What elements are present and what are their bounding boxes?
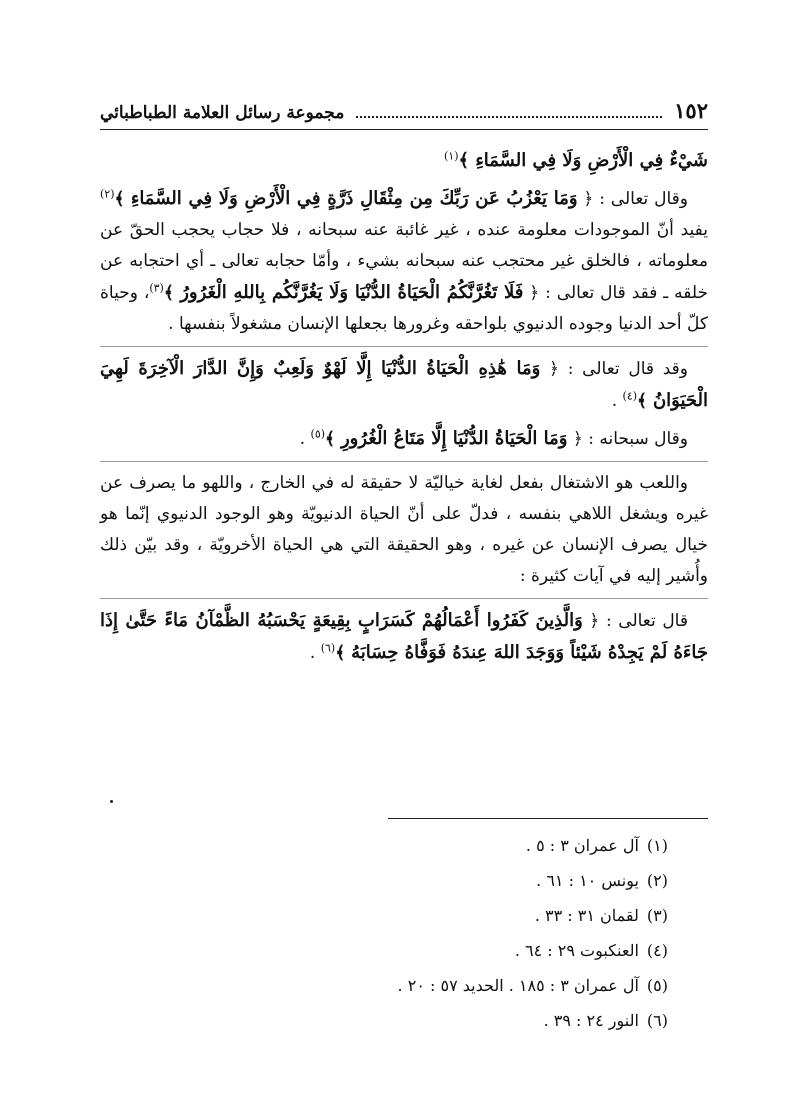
paragraph-text: يفيد أنّ الموجودات معلومة عنده ، غير غائبة عنه سبحانه ، فلا حجاب يحجب الحقّ عن معلوماته ، فالخلق غير محتجب عنه سبحانه بشيء ، وأمّا حجابه تعالى ـ أي احتجابه عن خلقه ـ فقد قال تعالى : ﴿ (100, 220, 708, 303)
paragraph: وقال سبحانه : ﴿ وَمَا الْحَيَاةُ الدُّنْيَا إِلَّا مَتَاعُ الْغُرُورِ ﴾$^{(٥)}$ . (299, 427, 688, 449)
footnote (100, 933, 668, 968)
footnote-number: (٤) (646, 941, 668, 960)
page-number: ١٥٢ (674, 98, 708, 123)
paragraph: وقال تعالى : ﴿ وَمَا يَعْزُبُ عَن رَبِّكَ مِن مِثْقَالِ ذَرَّةٍ فِي الْأَرْضِ وَلَا فِي السَّمَاءِ ﴾$^{(٢)}$ يفيد أنّ الموجودات معلومة عنده ، غير غائبة عنه سبحانه ، فلا حجاب يحجب الحقّ عن معلوماته ، فالخلق غير محتجب عنه سبحانه بشيء ، وأمّا حجابه تعالى ـ أي احتجابه عن خلقه ـ فقد قال تعالى : ﴿ فَلَا تَغُرَّنَّكُمُ الْحَيَاةُ الدُّنْيَا وَلَا يَغُرَّنَّكُم بِاللهِ الْغَرُورُ ﴾$^{(٣)}$، وحياة كلّ أحد الدنيا وجوده الدنيوي بلواحقه وغرورها بجعلها الإنسان مشغولاً بنفسها . (100, 187, 708, 334)
paragraph-lead: قال تعالى : ﴿ (582, 611, 688, 631)
footnote (100, 1003, 668, 1038)
footnote (100, 898, 668, 933)
main-text (100, 145, 708, 675)
paragraph-text: واللعب هو الاشتغال بفعل لغاية خياليّة لا حقيقة له في الخارج ، واللهو ما يصرف عن غيره ويشغل اللاهي بنفسه ، فدلّ على أنّ الحياة الدنيويّة وهو الوجود الدنيوي إنّما هو خيال يصرف الإنسان عن غيره ، وهو الحقيقة التي هي الحياة الأخرويّة ، وقد بيّن ذلك وأُشير إليه في آيات كثيرة : (100, 473, 708, 586)
quran-verse: وَالَّذِينَ كَفَرُوا أَعْمَالُهُمْ كَسَرَابٍ بِقِيعَةٍ يَحْسَبُهُ الظَّمْآنُ مَاءً حَتَّىٰ إِذَا جَاءَهُ لَمْ يَجِدْهُ شَيْئاً وَوَجَدَ اللهَ عِندَهُ فَوَفَّاهُ حِسَابَهُ (100, 610, 708, 663)
paragraph-lead: وقال سبحانه : ﴿ (567, 429, 688, 449)
quran-verse: وَمَا هَٰذِهِ الْحَيَاةُ الدُّنْيَا إِلَّا لَهْوٌ وَلَعِبٌ وَإِنَّ الدَّارَ الْآخِرَةَ لَهِيَ الْحَيَوَانُ (100, 358, 708, 411)
footnote-number: (١) (646, 836, 668, 855)
paragraph-text: . (611, 391, 623, 411)
paragraph-text: . (309, 643, 321, 663)
quran-verse: فَلَا تَغُرَّنَّكُمُ الْحَيَاةُ الدُّنْيَا وَلَا يَغُرَّنَّكُم بِاللهِ الْغَرُورُ (180, 282, 524, 303)
paragraph: قال تعالى : ﴿ وَالَّذِينَ كَفَرُوا أَعْمَالُهُمْ كَسَرَابٍ بِقِيعَةٍ يَحْسَبُهُ الظَّمْآنُ مَاءً حَتَّىٰ إِذَا جَاءَهُ لَمْ يَجِدْهُ شَيْئاً وَوَجَدَ اللهَ عِندَهُ فَوَفَّاهُ حِسَابَهُ ﴾$^{(٦)}$ . (100, 598, 708, 669)
footnote-text: لقمان ٣١ : ٣٣ . (534, 906, 639, 925)
footnote-text: النور ٢٤ : ٣٩ . (543, 1011, 639, 1030)
quran-verse: وَمَا يَعْزُبُ عَن رَبِّكَ مِن مِثْقَالِ ذَرَّةٍ فِي الْأَرْضِ وَلَا فِي السَّمَاءِ (130, 188, 578, 209)
paragraph-text: . (299, 429, 311, 449)
footnote-ref: (١) (443, 149, 459, 163)
footnote-ref: (٦) (320, 641, 336, 655)
footnote-ref: (٥) (310, 427, 326, 441)
running-header (100, 98, 708, 130)
footnotes (100, 828, 708, 1038)
paragraph-lead: وقال تعالى : ﴿ (577, 189, 688, 209)
paragraph (100, 145, 708, 177)
paragraph (100, 461, 708, 592)
footnote-ref: (٤) (622, 389, 638, 403)
footnote-ref: (٢) (100, 187, 115, 201)
footnote (100, 968, 668, 1003)
footnote-text: آل عمران ٣ : ١٨٥ . الحديد ٥٧ : ٢٠ . (397, 976, 639, 995)
footnote-text: آل عمران ٣ : ٥ . (525, 836, 639, 855)
footnote-number: (٦) (646, 1011, 668, 1030)
footnote (100, 828, 668, 863)
paragraph-lead: وقد قال تعالى : ﴿ (540, 359, 688, 379)
footnote-text: العنكبوت ٢٩ : ٦٤ . (514, 941, 639, 960)
footnote-number: (٢) (646, 871, 668, 890)
stray-dot (110, 800, 113, 803)
quran-verse: شَيْءٌ فِي الْأَرْضِ وَلَا فِي السَّمَاءِ ﴾ (458, 150, 708, 171)
header-dot-leader (356, 116, 662, 118)
footnote-separator (388, 818, 708, 819)
footnote-text: يونس ١٠ : ٦١ . (536, 871, 639, 890)
book-title: مجموعة رسائل العلامة الطباطبائي (100, 103, 345, 123)
quran-verse: وَمَا الْحَيَاةُ الدُّنْيَا إِلَّا مَتَاعُ الْغُرُورِ (340, 428, 568, 449)
footnote-number: (٥) (646, 976, 668, 995)
paragraph-text: ، وحياة كلّ أحد الدنيا وجوده الدنيوي بلواحقه وغرورها بجعلها الإنسان مشغولاً بنفسها . (100, 283, 708, 334)
footnote (100, 863, 668, 898)
footnote-number: (٣) (646, 906, 668, 925)
footnote-ref: (٣) (149, 281, 164, 295)
paragraph: وقد قال تعالى : ﴿ وَمَا هَٰذِهِ الْحَيَاةُ الدُّنْيَا إِلَّا لَهْوٌ وَلَعِبٌ وَإِنَّ الدَّارَ الْآخِرَةَ لَهِيَ الْحَيَوَانُ ﴾$^{(٤)}$ . (100, 346, 708, 417)
